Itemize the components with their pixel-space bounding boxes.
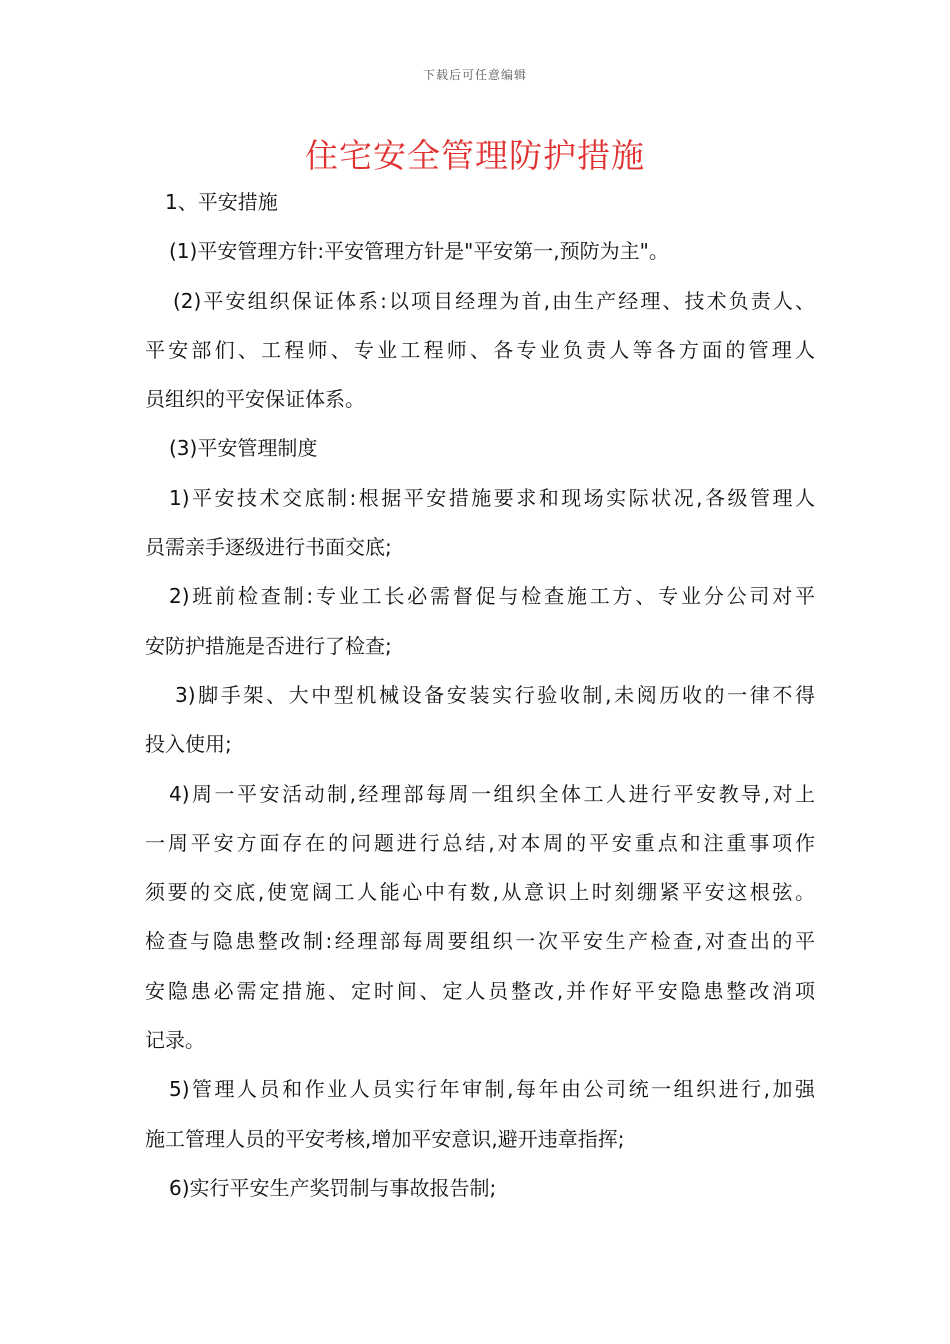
paragraph-line: 员需亲手逐级进行书面交底; xyxy=(145,535,392,560)
paragraph-line: 平安部们、工程师、专业工程师、各专业负责人等各方面的管理人 xyxy=(145,337,815,362)
paragraph-line: (2)平安组织保证体系:以项目经理为首,由生产经理、技术负责人、 xyxy=(173,288,815,313)
paragraph-line: 5)管理人员和作业人员实行年审制,每年由公司统一组织进行,加强 xyxy=(169,1077,815,1102)
section-heading: 1、平安措施 xyxy=(165,190,278,214)
paragraph-line: 投入使用; xyxy=(145,732,232,757)
paragraph-line: 4)周一平安活动制,经理部每周一组织全体工人进行平安教导,对上 xyxy=(169,781,815,806)
paragraph-line: 2)班前检查制:专业工长必需督促与检查施工方、专业分公司对平 xyxy=(169,584,815,609)
document-body xyxy=(145,178,815,1213)
document-title: 住宅安全管理防护措施 xyxy=(305,136,645,175)
paragraph-line: 检查与隐患整改制:经理部每周要组织一次平安生产检查,对查出的平 xyxy=(145,929,815,954)
paragraph-line: 员组织的平安保证体系。 xyxy=(145,387,365,412)
paragraph-line: 安隐患必需定措施、定时间、定人员整改,并作好平安隐患整改消项 xyxy=(145,978,815,1003)
paragraph-line: 一周平安方面存在的问题进行总结,对本周的平安重点和注重事项作 xyxy=(145,830,815,855)
paragraph-line: 记录。 xyxy=(145,1028,205,1053)
paragraph-line: 1)平安技术交底制:根据平安措施要求和现场实际状况,各级管理人 xyxy=(169,485,815,510)
paragraph-line: 须要的交底,使宽阔工人能心中有数,从意识上时刻绷紧平安这根弦。 xyxy=(145,880,815,905)
paragraph-line: 施工管理人员的平安考核,增加平安意识,避开违章指挥; xyxy=(145,1126,625,1151)
paragraph-line: 6)实行平安生产奖罚制与事故报告制; xyxy=(169,1175,497,1200)
paragraph-line: 安防护措施是否进行了检查; xyxy=(145,633,392,658)
paragraph-line: 3)脚手架、大中型机械设备安装实行验收制,未阅历收的一律不得 xyxy=(175,682,815,707)
paragraph-line: (3)平安管理制度 xyxy=(169,436,318,461)
paragraph-line: (1)平安管理方针:平安管理方针是"平安第一,预防为主"。 xyxy=(169,239,669,264)
header-note: 下载后可任意编辑 xyxy=(422,68,527,82)
